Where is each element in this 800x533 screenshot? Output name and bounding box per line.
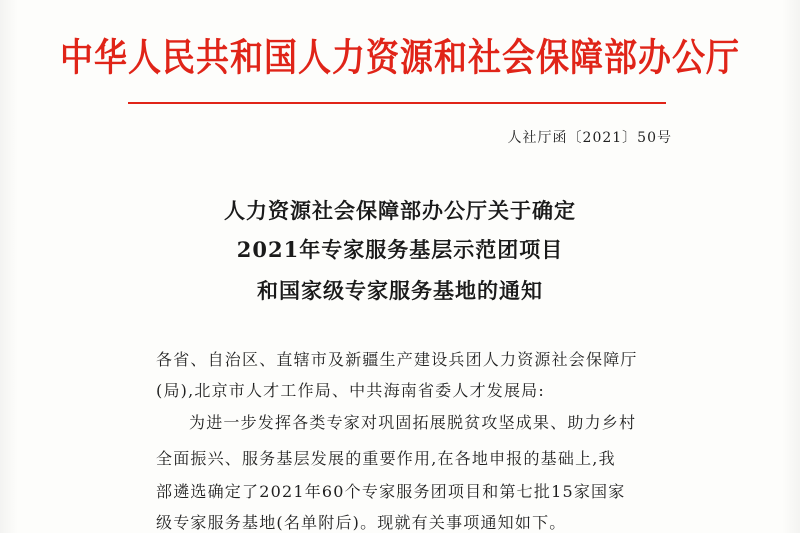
notice-title-line-1: 人力资源社会保障部办公厅关于确定 [224,198,576,223]
addressee-line-1: 各省、自治区、直辖市及新疆生产建设兵团人力资源社会保障厅 [156,350,638,369]
paragraph-line-2: 全面振兴、服务基层发展的重要作用,在各地申报的基础上,我 [156,449,616,468]
notice-title-line-3: 和国家级专家服务基地的通知 [257,278,543,303]
document-number: 人社厅函〔2021〕50号 [507,130,672,146]
paragraph-line-4: 级专家服务基地(名单附后)。现就有关事项通知如下。 [156,513,567,532]
paragraph-line-3: 部遴选确定了2021年60个专家服务团项目和第七批15家国家 [156,482,626,501]
notice-title-line-2: 2021年专家服务基层示范团项目 [236,237,564,262]
addressee-line-2: (局),北京市人才工作局、中共海南省委人才发展局: [156,381,545,400]
letterhead-title: 中华人民共和国人力资源和社会保障部办公厅 [60,35,740,80]
paragraph-line-1: 为进一步发挥各类专家对巩固拓展脱贫攻坚成果、助力乡村 [189,413,637,432]
letterhead-red-rule [128,102,666,104]
